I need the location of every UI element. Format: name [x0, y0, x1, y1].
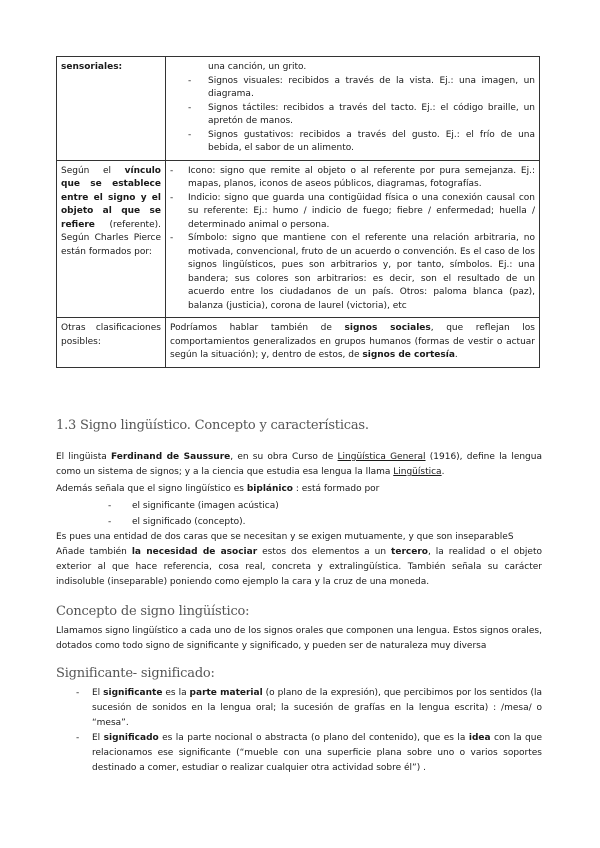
list-item: - Signos visuales: recibidos a través de la vista. Ej.: una imagen, un diagrama.	[170, 75, 535, 102]
table-row	[57, 57, 540, 161]
table-row	[57, 318, 540, 368]
list-item: - Signos gustativos: recibidos a través del gusto. Ej.: el frío de una bebida, el sabor de un alimento.	[170, 129, 535, 156]
row-content	[166, 57, 540, 161]
row-content	[166, 160, 540, 318]
section-heading: 1.3 Signo lingüístico. Concepto y características.	[56, 418, 369, 433]
list-item: una canción, un grito.	[208, 62, 307, 72]
section-heading: Concepto de signo lingüístico:	[56, 604, 250, 619]
table-row	[57, 160, 540, 318]
paragraph: El lingüista Ferdinand de Saussure, en su obra Curso de Lingüística General (1916), define la lengua como un sistema de signos; y a la ciencia que estudia esa lengua la llama Lingüística.	[56, 452, 542, 477]
row-label: Otras clasificaciones posibles:	[57, 318, 166, 368]
row-content: Podríamos hablar también de signos sociales, que reflejan los comportamientos generalizados en grupos humanos (formas de vestir o actuar según la situación); y, dentro de estos, de signos de cortesía.	[166, 318, 540, 368]
classification-table	[56, 56, 540, 368]
list-item: - el significante (imagen acústica)	[108, 498, 279, 514]
row-label: sensoriales:	[57, 57, 166, 161]
list-item: - El significante es la parte material (o plano de la expresión), que percibimos por los sentidos (la sucesión de sonidos en la lengua oral; la sucesión de grafías en la lengua escrita) : /mesa/ o “mesa”.	[56, 686, 542, 731]
paragraph: Además señala que el signo lingüístico es biplánico : está formado por	[56, 484, 380, 494]
paragraph: Añade también la necesidad de asociar estos dos elementos a un tercero, la realidad o el objeto exterior al que hace referencia, cosa real, concreta y extralingüística. También señala su carácter indisoluble (inseparable) poniendo como ejemplo la cara y la cruz de una moneda.	[56, 547, 542, 587]
paragraph: Llamamos signo lingüístico a cada uno de los signos orales que componen una lengua. Estos signos orales, dotados como todo signo de significante y significado, y pueden ser de naturaleza muy diversa	[56, 626, 542, 651]
section-heading: Significante- significado:	[56, 666, 215, 681]
list-item: - Icono: signo que remite al objeto o al referente por pura semejanza. Ej.: mapas, planos, iconos de aseos públicos, diagramas, fotografías.	[170, 165, 535, 192]
paragraph: Es pues una entidad de dos caras que se necesitan y se exigen mutuamente, y que son inseparableS	[56, 532, 514, 542]
row-label: Según el vínculo que se establece entre el signo y el objeto al que se refiere (referente). Según Charles Pierce están formados por:	[57, 160, 166, 318]
list-item: - El significado es la parte nocional o abstracta (o plano del contenido), que es la idea con la que relacionamos ese significante (“mueble con una superficie plana sobre uno o varios soportes destinado a comer, estudiar o realizar cualquier otra actividad sobre él”) .	[56, 731, 542, 776]
list-item: - Símbolo: signo que mantiene con el referente una relación arbitraria, no motivada, convencional, fruto de un acuerdo o convención. Es el caso de los signos lingüísticos, pues son arbitrarios y, por tanto, símbolos. Ej.: una bandera; sus colores son arbitrarios: es decir, son el resultado de un acuerdo entre los ciudadanos de un país. Otros: paloma blanca (paz), balanza (justicia), corona de laurel (victoria), etc	[170, 232, 535, 313]
sign-parts-list	[108, 498, 279, 530]
definition-list	[56, 686, 542, 776]
sign-list	[170, 165, 535, 314]
list-item: - Signos táctiles: recibidos a través del tacto. Ej.: el código braille, un apretón de manos.	[170, 102, 535, 129]
list-item: - el significado (concepto).	[108, 514, 279, 530]
list-item: - Indicio: signo que guarda una contigüidad física o una conexión causal con su referente: Ej.: humo / indicio de fuego; fiebre / enfermedad; huella / determinado animal o persona.	[170, 192, 535, 233]
sign-list	[170, 61, 535, 156]
